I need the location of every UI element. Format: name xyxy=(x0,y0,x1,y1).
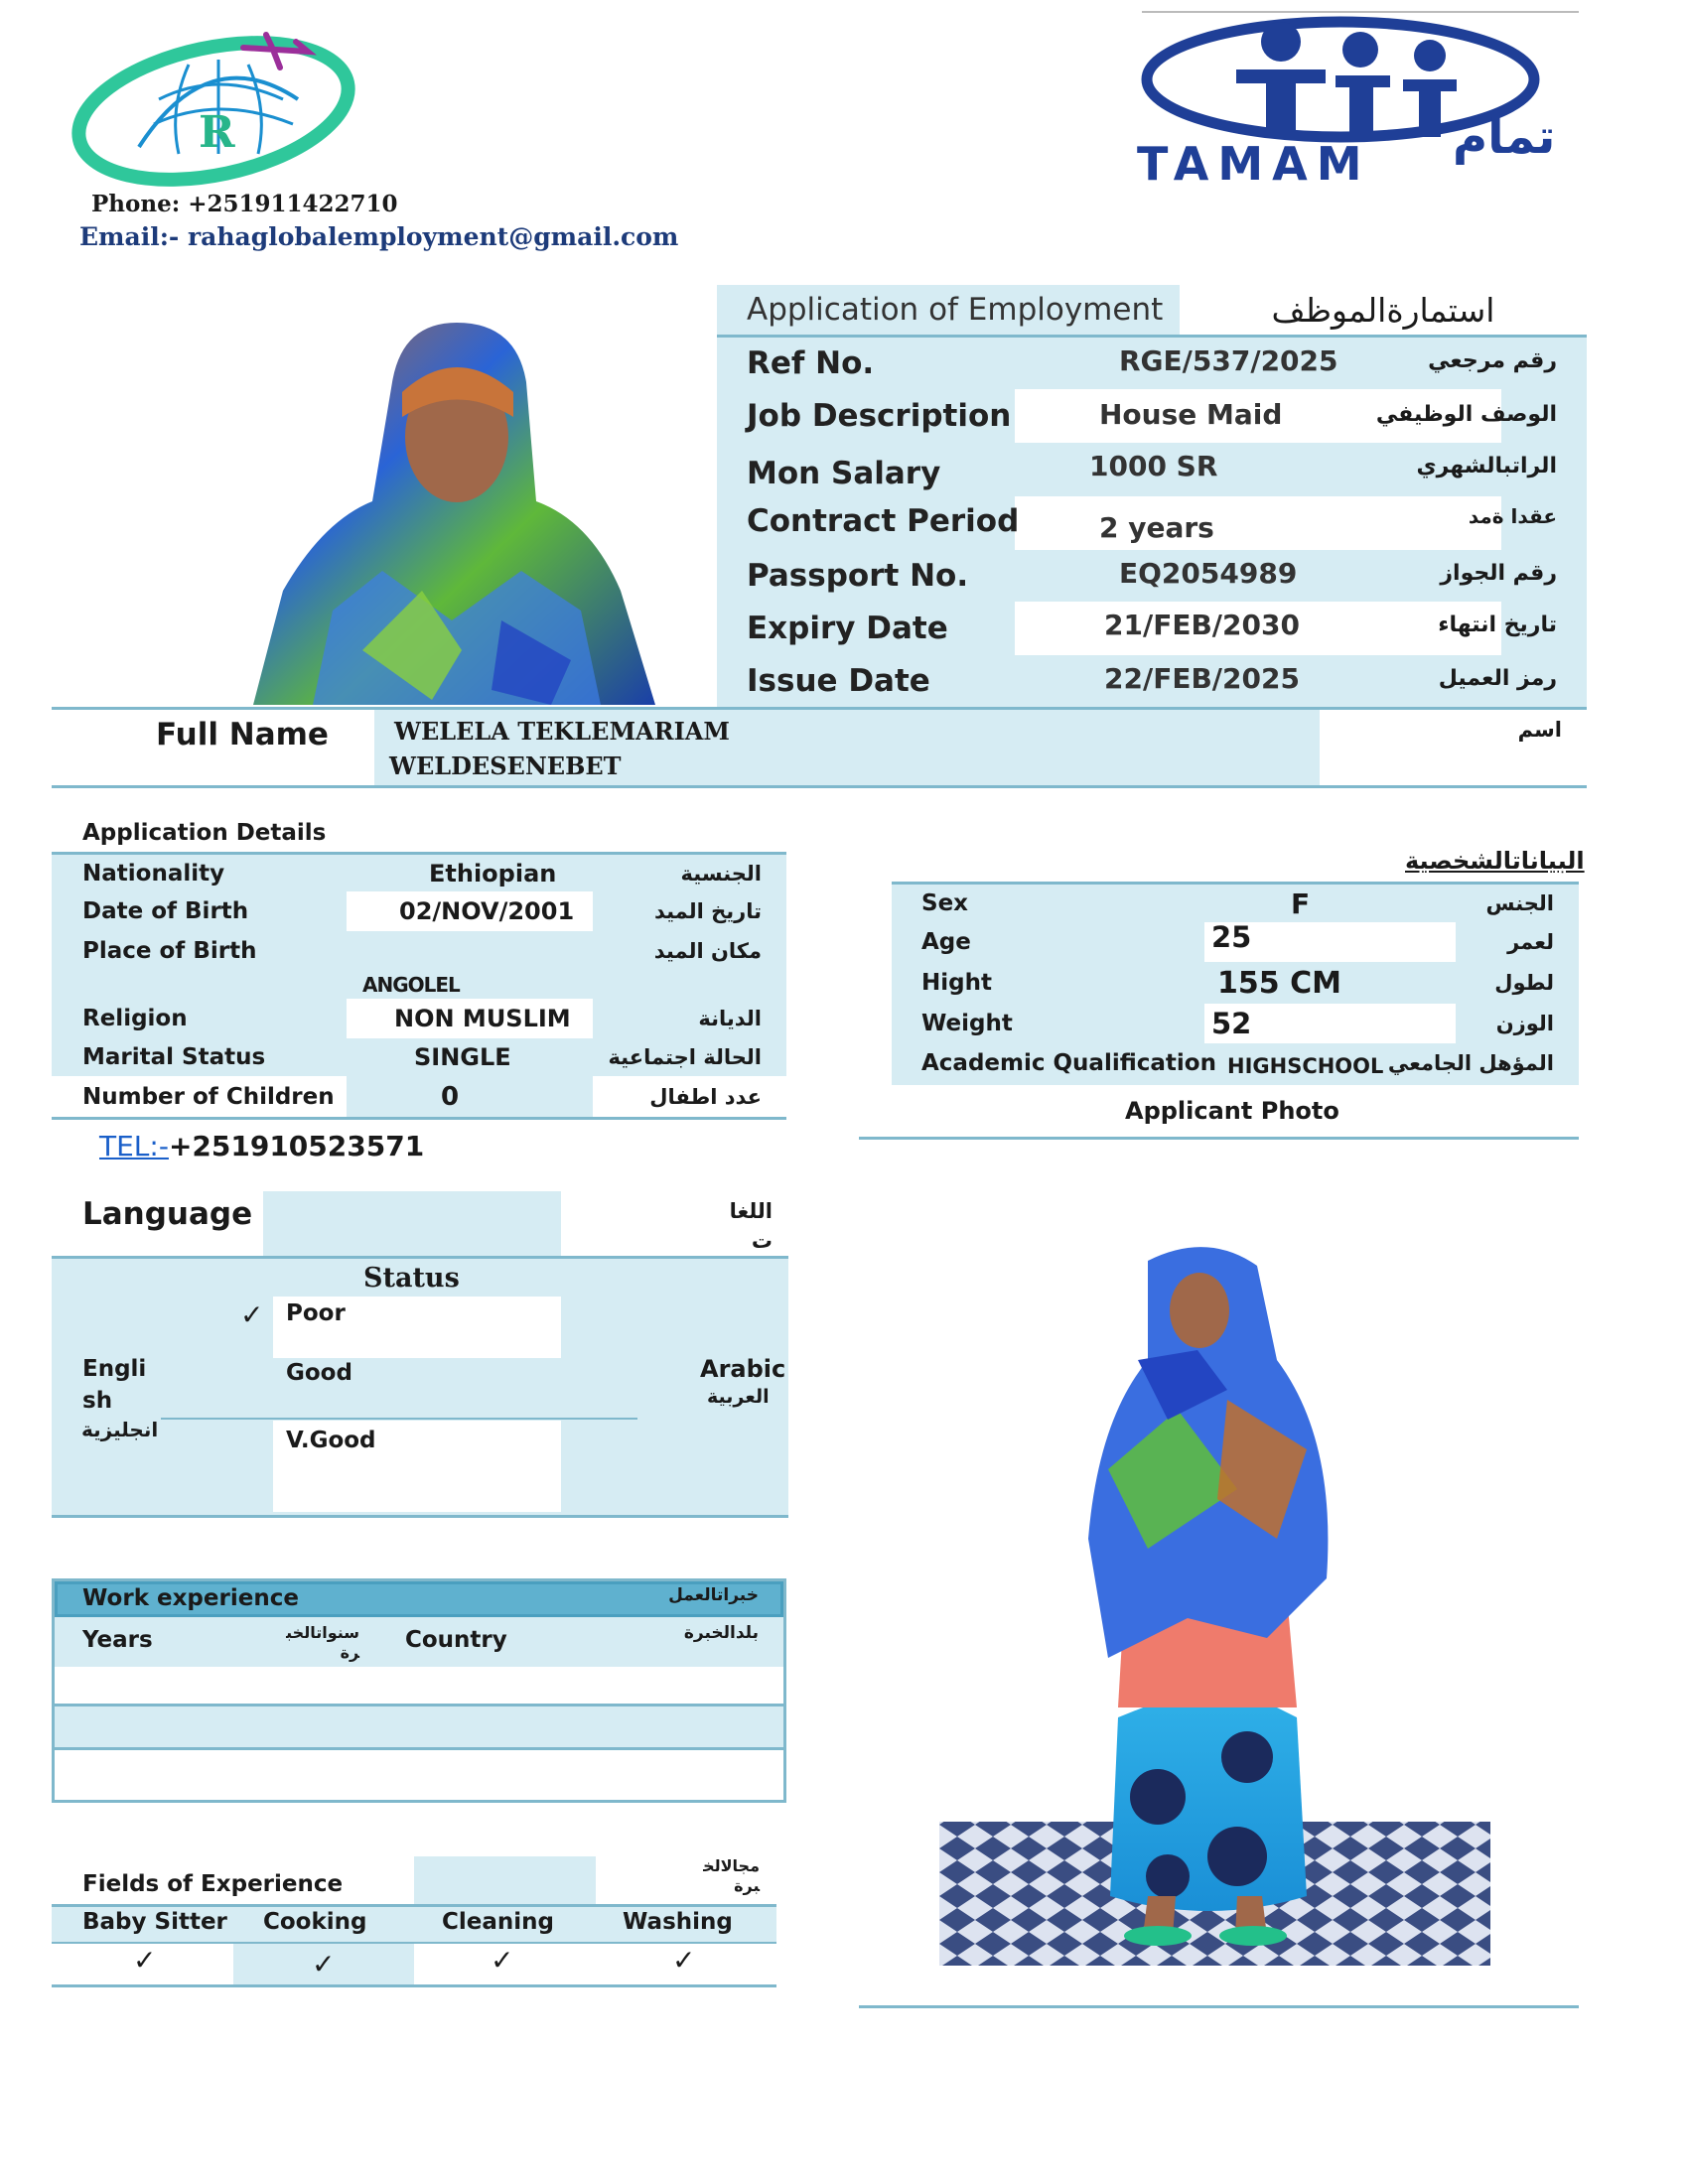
field-cooking: Cooking xyxy=(263,1909,367,1935)
job-info-ar: رقم الجواز xyxy=(1440,560,1557,586)
full-name-ar: اسم xyxy=(1517,718,1562,742)
applicant-full-photo xyxy=(939,1241,1490,1980)
job-info-ar: رقم مرجعي xyxy=(1428,347,1557,373)
detail-value: NON MUSLIM xyxy=(394,1005,571,1032)
application-details-heading: Application Details xyxy=(82,820,327,846)
job-info-row xyxy=(717,550,1587,602)
detail-label: Place of Birth xyxy=(82,938,257,964)
tel-label[interactable]: TEL:- xyxy=(99,1130,169,1162)
detail-ar: مكان الميد xyxy=(653,939,762,963)
job-info-label: Passport No. xyxy=(747,558,969,594)
detail-label: Number of Children xyxy=(82,1084,335,1110)
table-row xyxy=(55,1667,783,1706)
job-info-row xyxy=(717,602,1587,655)
personal-ar: لعمر xyxy=(1507,930,1554,954)
cooking-check-icon: ✓ xyxy=(312,1948,336,1980)
job-info-label: Job Description xyxy=(747,398,1012,434)
personal-ar: لطول xyxy=(1494,971,1554,995)
application-title-ar: استمارةالموظف xyxy=(1271,290,1495,330)
job-info-value: 21/FEB/2030 xyxy=(1104,608,1300,641)
full-name-line2: WELDESENEBET xyxy=(389,751,622,780)
personal-heading-ar: البياناتالشخصية xyxy=(1405,847,1585,875)
job-info-row xyxy=(717,338,1587,389)
detail-ar: تاريخ الميد xyxy=(653,899,762,923)
personal-value: 155 CM xyxy=(1217,965,1341,1001)
job-info-row xyxy=(717,496,1587,550)
work-experience-heading-ar: خبراتالعمل xyxy=(668,1585,759,1605)
detail-label: Marital Status xyxy=(82,1044,266,1070)
job-info-label: Contract Period xyxy=(747,503,1020,539)
cleaning-check-icon: ✓ xyxy=(491,1944,514,1977)
job-info-label: Expiry Date xyxy=(747,611,948,646)
detail-ar: الديانة xyxy=(698,1007,762,1030)
baby-sitter-check-icon: ✓ xyxy=(133,1944,157,1977)
work-experience-heading: Work experience xyxy=(82,1585,299,1611)
tamam-logo-arabic: تمام xyxy=(1453,109,1556,165)
personal-label: Academic Qualification xyxy=(921,1050,1216,1076)
language-english-ar: انجليزية xyxy=(81,1418,159,1441)
agency-logo-letter: R xyxy=(199,107,235,158)
application-details-table xyxy=(52,852,786,1120)
application-title-box xyxy=(717,285,1180,335)
full-name-label: Full Name xyxy=(156,717,329,752)
job-info-value: 22/FEB/2025 xyxy=(1104,661,1300,695)
language-english: English xyxy=(82,1356,147,1414)
job-info-label: Mon Salary xyxy=(747,456,941,491)
personal-label: Hight xyxy=(921,970,992,996)
application-title-ar-box xyxy=(1180,285,1587,335)
job-info-ar: عقدا ةمد xyxy=(1468,504,1557,528)
work-experience-table xyxy=(52,1578,786,1803)
tamam-logo xyxy=(1137,10,1584,189)
detail-ar: عدد اطفال xyxy=(649,1085,762,1109)
personal-ar: الجنس xyxy=(1485,891,1554,915)
language-heading: Language xyxy=(82,1196,253,1232)
personal-value: 25 xyxy=(1211,920,1252,954)
job-info-label: Ref No. xyxy=(747,345,875,381)
personal-value: HIGHSCHOOL xyxy=(1227,1054,1384,1078)
job-info-value: RGE/537/2025 xyxy=(1119,343,1338,377)
language-level-vgood: V.Good xyxy=(286,1428,376,1453)
job-info-table xyxy=(717,285,1587,707)
job-info-value: 2 years xyxy=(1099,510,1214,544)
fields-table xyxy=(52,1904,776,1987)
detail-value: ANGOLEL xyxy=(362,973,460,997)
personal-label: Weight xyxy=(921,1011,1013,1036)
job-info-value: 1000 SR xyxy=(1089,449,1218,482)
detail-ar: الحالة اجتماعية xyxy=(608,1045,762,1069)
personal-value: 52 xyxy=(1211,1007,1252,1040)
agency-phone: Phone: +251911422710 xyxy=(91,191,398,217)
language-level-poor: Poor xyxy=(286,1300,346,1326)
table-row xyxy=(55,1706,783,1750)
col-country: Country xyxy=(405,1627,507,1653)
personal-ar: المؤهل الجامعي xyxy=(1387,1051,1554,1075)
job-info-row xyxy=(717,443,1587,496)
table-row xyxy=(55,1750,783,1800)
tel-value: +251910523571 xyxy=(168,1130,425,1162)
poor-check-icon: ✓ xyxy=(240,1298,264,1331)
detail-value: SINGLE xyxy=(414,1043,511,1071)
job-info-ar: الوصف الوظيفي xyxy=(1375,401,1557,427)
application-title-en: Application of Employment xyxy=(747,292,1164,328)
language-arabic: Arabic xyxy=(700,1355,786,1383)
job-info-row xyxy=(717,389,1587,443)
agency-email: Email:- rahaglobalemployment@gmail.com xyxy=(79,222,679,251)
language-level-good: Good xyxy=(286,1360,352,1386)
detail-label: Religion xyxy=(82,1006,188,1031)
fields-heading: Fields of Experience xyxy=(82,1871,344,1897)
detail-value: 02/NOV/2001 xyxy=(399,897,575,925)
detail-ar: الجنسية xyxy=(680,861,762,886)
fields-heading-ar: مجالالخبرة xyxy=(703,1856,760,1895)
job-info-label: Issue Date xyxy=(747,663,930,699)
job-info-ar: تاريخ انتهاء xyxy=(1438,612,1557,637)
full-name-value-box xyxy=(374,710,1320,785)
applicant-headshot xyxy=(253,323,655,705)
language-status: Status xyxy=(363,1263,460,1294)
field-cleaning: Cleaning xyxy=(442,1909,554,1935)
detail-label: Nationality xyxy=(82,860,225,887)
personal-label: Age xyxy=(921,929,971,955)
col-country-ar: بلدالخبرة xyxy=(683,1623,759,1643)
field-washing: Washing xyxy=(623,1909,733,1935)
col-years: Years xyxy=(82,1627,153,1653)
personal-table xyxy=(892,882,1579,1090)
tamam-logo-latin: TAMAM xyxy=(1137,137,1371,191)
personal-value: F xyxy=(1291,887,1311,920)
full-name-line1: WELELA TEKLEMARIAM xyxy=(394,717,730,746)
col-years-ar: سنواتالخبرة xyxy=(286,1623,359,1662)
language-table xyxy=(52,1256,788,1518)
job-info-value: EQ2054989 xyxy=(1119,556,1298,590)
detail-value: Ethiopian xyxy=(429,859,557,887)
personal-ar: الوزن xyxy=(1495,1012,1554,1035)
agency-logo xyxy=(70,30,367,189)
job-info-value: House Maid xyxy=(1099,397,1283,431)
job-info-row xyxy=(717,655,1587,707)
language-heading-ar: اللغات xyxy=(729,1199,773,1253)
job-info-ar: رمز العميل xyxy=(1438,665,1557,691)
language-arabic-ar: العربية xyxy=(707,1386,770,1408)
job-info-ar: الراتبالشهري xyxy=(1416,453,1557,478)
detail-label: Date of Birth xyxy=(82,898,249,924)
detail-value: 0 xyxy=(441,1082,460,1112)
field-baby-sitter: Baby Sitter xyxy=(82,1909,227,1935)
full-name-row xyxy=(52,707,1587,788)
personal-label: Sex xyxy=(921,890,968,916)
applicant-photo-caption: Applicant Photo xyxy=(1125,1097,1339,1125)
applicant-telephone xyxy=(99,1130,424,1162)
washing-check-icon: ✓ xyxy=(672,1944,696,1977)
